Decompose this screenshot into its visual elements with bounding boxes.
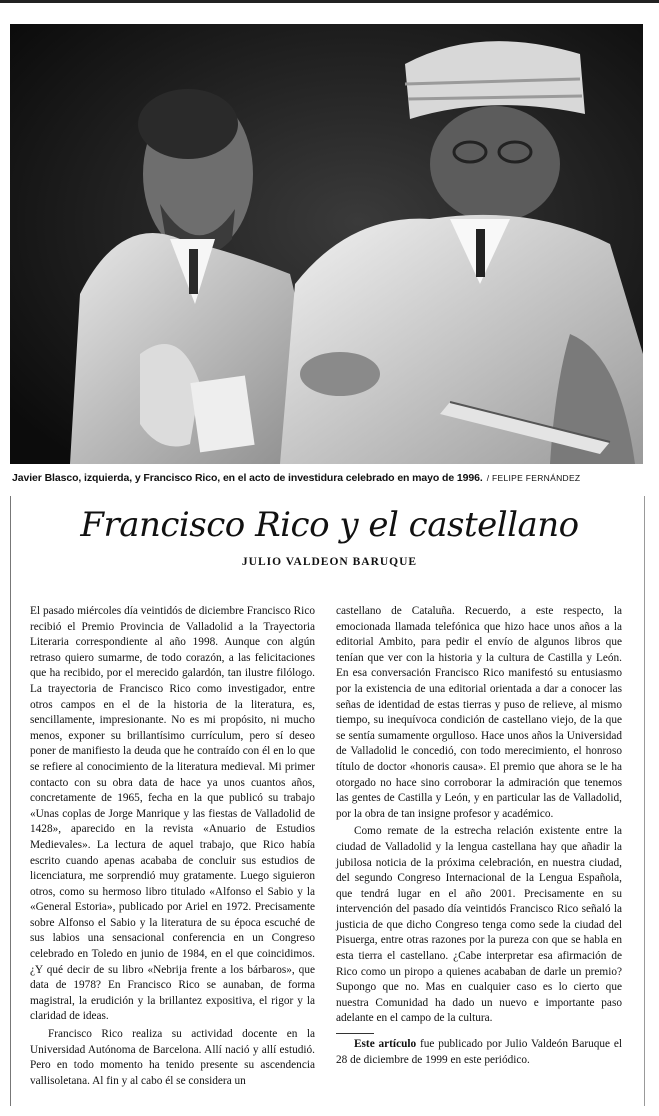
- paragraph: castellano de Cataluña. Recuerdo, a este respecto, la emocionada llamada telefónica que hizo hace unos años a la editorial Ambito, para pedir el envío de algunos libros que tenían que ver con la historia y la cultura de Castilla y León. En esa conversación Francisco Rico manifestó su entusiasmo por la existencia de una editorial orientada a dar a conocer las señas de identidad de estas tierras y puso de relieve, al mismo tiempo, su inequívoca condición de castellano viejo, de la que se sentía sumamente orgulloso. Hace unos años la Universidad de Valladolid le concedió, con todo merecimiento, el honroso título de doctor «honoris causa». El premio que ahora se le ha otorgado no hace sino corroborar la admiración que tenemos las gentes de Castilla y León, y en particular las de Valladolid, por la obra de tan insigne profesor y académico.: [336, 605, 622, 820]
- photo-illustration: [10, 24, 643, 464]
- paragraph: Francisco Rico realiza su actividad docente en la Universidad Autónoma de Barcelona. Allí nació y allí estudió. Pero en todo momento ha tenido presente su ascendencia vallisoletana. Al fin y al cabo él se considera un: [30, 1028, 315, 1087]
- paragraph: Como remate de la estrecha relación existente entre la ciudad de Valladolid y la lengua castellana hay que añadir la jubilosa noticia de la próxima celebración, en nuestra ciudad, del segundo Congreso Internacional de la Lengua Española, que tendrá lugar en el año 2001. Precisamente en su intervención del pasado día veintidós Francisco Rico señaló la justicia de que dicho Congreso tenga como sede la ciudad del Pisuerga, entre otras razones por la pureza con que se habla en esta tierra el castellano. ¿Cabe interpretar esa afirmación de Rico como un piropo a quienes acababan de darle un premio? Supongo que no. Mas en cualquier caso es lo cierto que nuestra Comunidad ha dado un nuevo e importante paso adelante en el campo de la cultura.: [336, 825, 622, 1025]
- note-lead: Este artículo: [354, 1038, 417, 1051]
- article-frame-right: [644, 496, 645, 1106]
- article-author: JULIO VALDEON BARUQUE: [241, 556, 418, 568]
- photo-caption: [12, 472, 652, 488]
- article-title: Francisco Rico y el castellano: [80, 505, 579, 545]
- publication-note: [336, 1037, 622, 1068]
- article-frame-left: [10, 496, 11, 1106]
- article-column-2: [336, 604, 622, 1068]
- article-photo: [10, 24, 643, 464]
- caption-text: Javier Blasco, izquierda, y Francisco Rico, en el acto de investidura celebrado en mayo de 1996.: [12, 472, 483, 484]
- top-rule: [0, 0, 659, 3]
- note-divider: [336, 1033, 374, 1034]
- photo-credit: / FELIPE FERNÁNDEZ: [486, 473, 581, 483]
- paragraph: El pasado miércoles día veintidós de diciembre Francisco Rico recibió el Premio Provincia de Valladolid a la Trayectoria Literaria correspondiente al año 1998. Aunque con algún retraso quiero sumarme, de todo corazón, a las felicitaciones que ha recibido, por el merecido galardón, tan ilustre filólogo. La trayectoria de Francisco Rico como investigador, entre otros campos en el de la historia de la literatura, es, sencillamente, impresionante. No es mi propósito, ni mucho menos, exponer su brillantísimo currículum, pero sí deseo poner de manifiesto la deuda que he contraído con él en lo que se refiere al conocimiento de la literatura medieval. Mi primer contacto con su obra data de hace ya unos cuantos años, concretamente de 1965, fecha en la que publicó su trabajo «Unas coplas de Jorge Manrique y las fiestas de Valladolid de 1428», aparecido en la revista «Anuario de Estudios Medievales». La lectura de aquel trabajo, que Rico había escrito cuando apenas acababa de concluir sus estudios de licenciatura, me sorprendió muy gratamente. Luego siguieron otros, como su hermoso libro titulado «Alfonso el Sabio y la «General Estoria», publicado por Ariel en 1972. Precisamente sobre Alfonso el Sabio y la literatura de su época escuché de sus labios una sensacional conferencia en un Congreso celebrado en Toledo en junio de 1984, en el que coincidimos. ¿Y qué decir de su libro «Nebrija frente a los bárbaros», que data de 1978? En Francisco Rico se aunaban, de forma magistral, la erudición y la brillantez expositiva, el rigor y la claridad de ideas.: [30, 605, 315, 1023]
- note-text: fue publicado por Julio Valdeón Baruque el 28 de diciembre de 1999 en este periódico.: [336, 1038, 623, 1066]
- article-column-1: [30, 604, 315, 1089]
